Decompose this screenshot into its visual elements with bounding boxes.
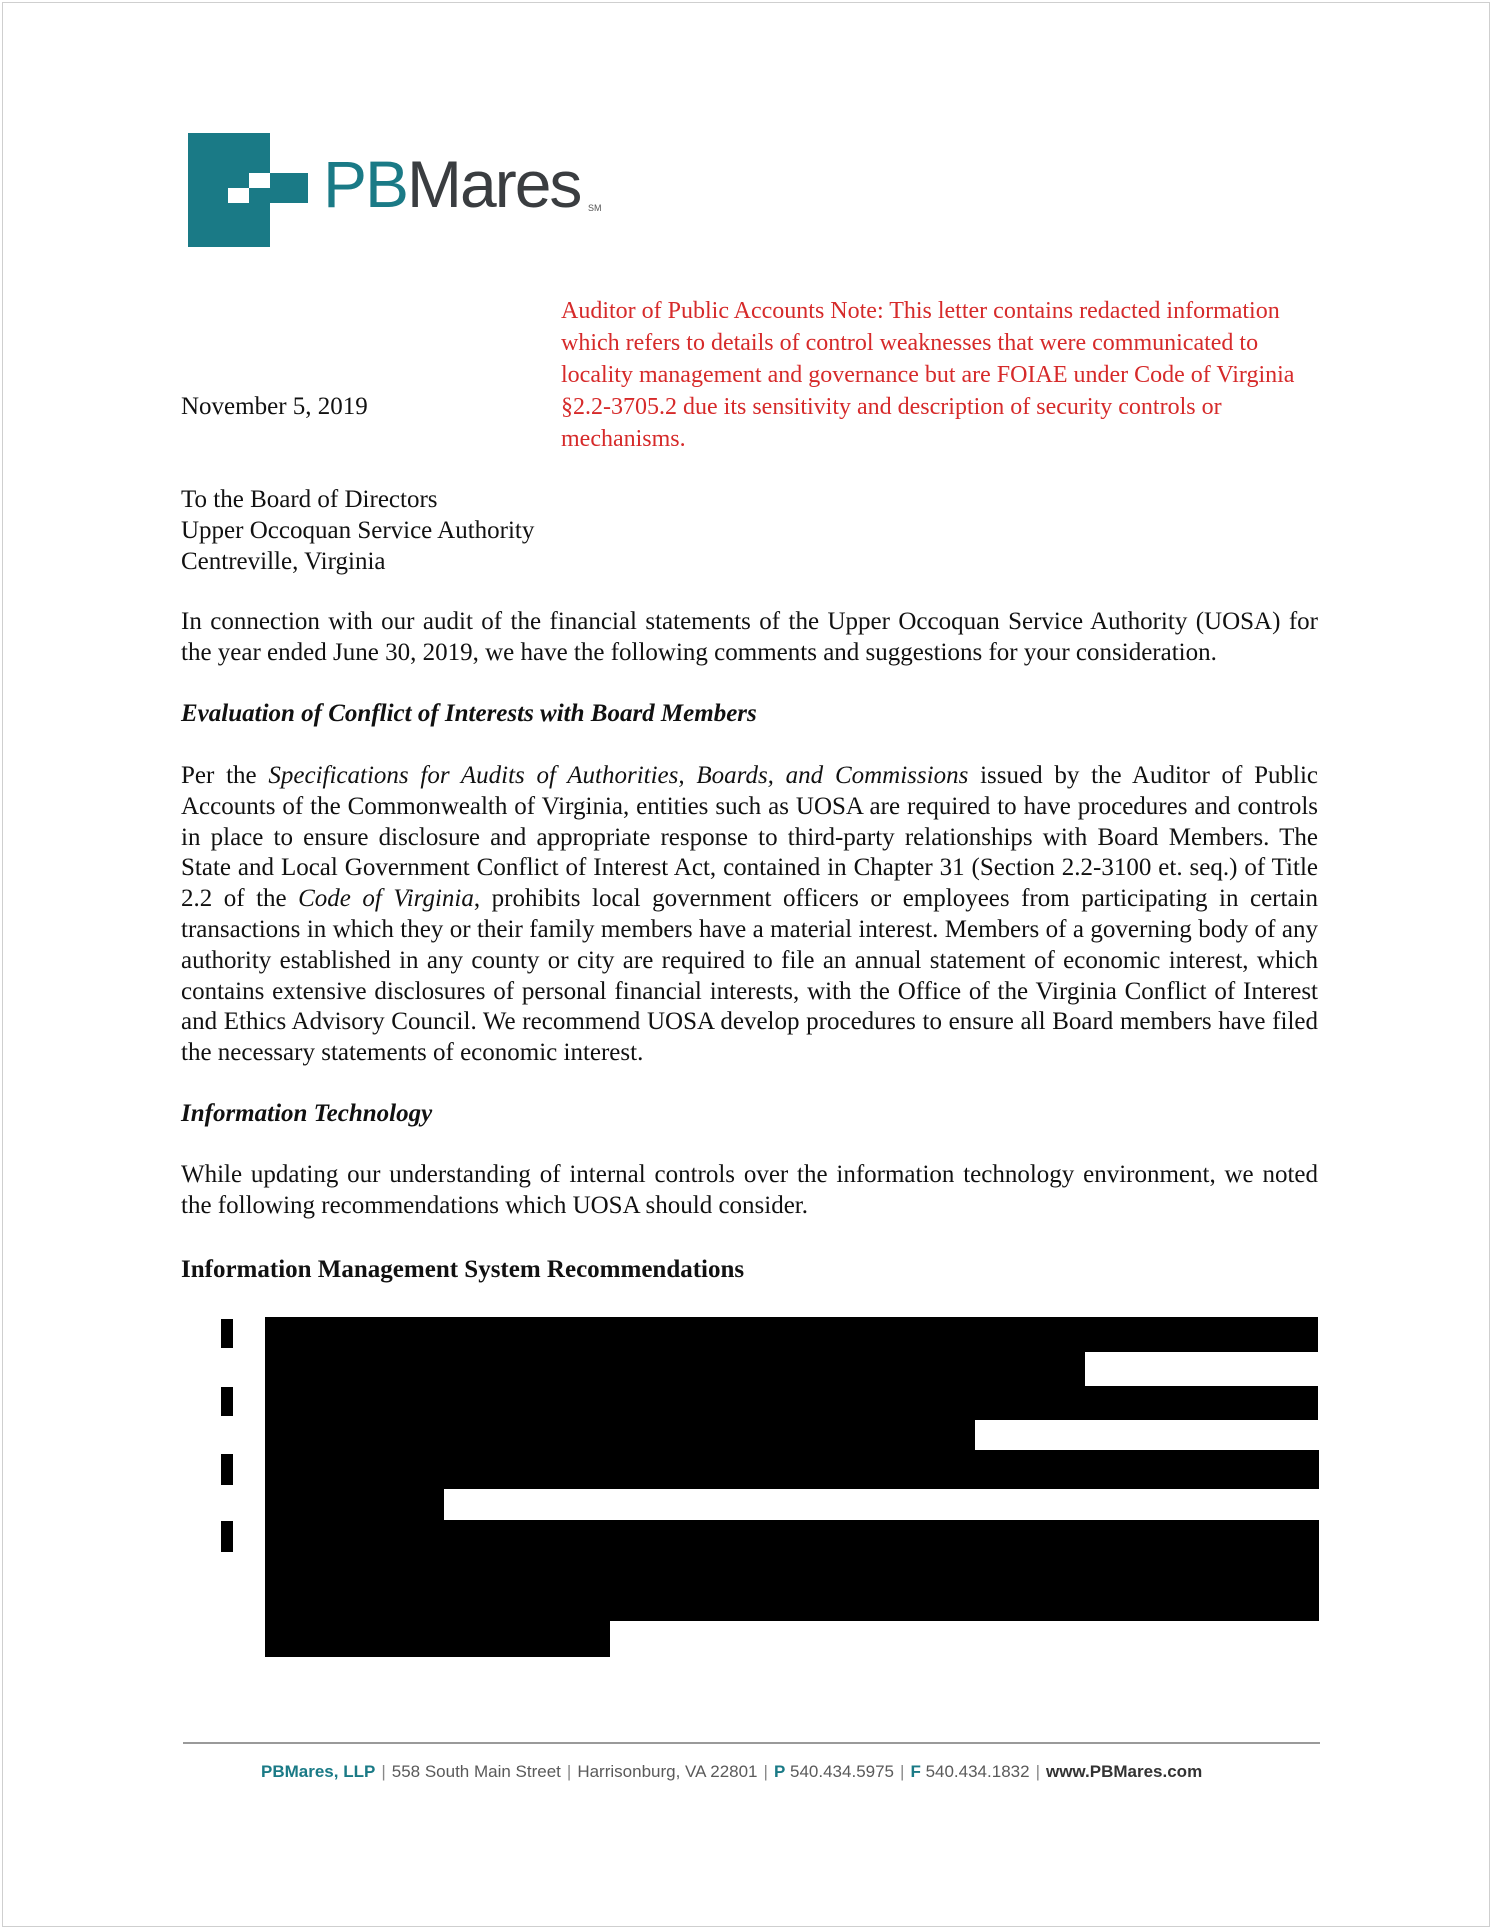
logo-trademark: SM xyxy=(588,203,602,213)
logo-mares: Mares xyxy=(407,147,581,221)
redaction-bar xyxy=(265,1352,1085,1386)
section-heading-ims: Information Management System Recommendations xyxy=(181,1256,745,1283)
section-heading-conflict: Evaluation of Conflict of Interests with Board Members xyxy=(181,700,757,727)
para-text: issued by the Auditor of Public Accounts of the Commonwealth of Virginia, entities such as UOSA are required to have procedures and controls in place to ensure disclosure and appropriate response to third-party relationships with Board Members. The State and Local Government Conflict of Interest Act, contained in Chapter 31 (Section 2.2-3100 et. seq.) of Title 2.2 of the xyxy=(181,762,1318,913)
footer-separator: | xyxy=(566,1762,572,1781)
footer-city: Harrisonburg, VA 22801 xyxy=(577,1762,758,1781)
letter-date: November 5, 2019 xyxy=(181,393,368,420)
footer-fax: 540.434.1832 xyxy=(925,1762,1030,1781)
footer-firm: PBMares, LLP xyxy=(261,1762,376,1781)
recipient-address xyxy=(181,484,534,577)
conflict-paragraph xyxy=(181,761,1318,1069)
para-text: , prohibits local government officers or employees from participating in certain transactions in which they or their family members have a material interest. Members of a governing body of any authority established in any county or city are required to file an annual statement of economic interest, which contains extensive disclosures of personal financial interests, with the Office of the Virginia Conflict of Interest and Ethics Advisory Council. We recommend UOSA develop procedures to ensure all Board members have filed the necessary statements of economic interest. xyxy=(181,885,1318,1067)
letterhead-footer xyxy=(261,1762,1261,1782)
address-line: Upper Occoquan Service Authority xyxy=(181,517,535,544)
redacted-bullet xyxy=(221,1387,233,1416)
redaction-bar xyxy=(265,1621,610,1657)
redacted-bullet xyxy=(221,1521,233,1552)
redaction-bar xyxy=(265,1317,1318,1352)
address-line: To the Board of Directors xyxy=(181,486,438,513)
pbmares-logo xyxy=(188,133,628,253)
footer-fax-label: F xyxy=(910,1762,921,1781)
para-text: Per the xyxy=(181,762,269,789)
apa-redaction-note: Auditor of Public Accounts Note: This letter contains redacted information which refers to details of control weaknesses that were communicated to locality management and governance but are FOIAE under Code of Virginia §2.2-3705.2 due its sensitivity and description of security controls or mechanisms. xyxy=(561,298,1295,452)
logo-mark-icon xyxy=(188,133,308,249)
code-of-virginia-title: Code of Virginia xyxy=(298,885,474,913)
logo-wordmark xyxy=(323,147,581,221)
address-line: Centreville, Virginia xyxy=(181,548,386,575)
footer-phone-label: P xyxy=(773,1762,786,1781)
redaction-bar xyxy=(265,1386,1318,1420)
redacted-bullet xyxy=(221,1454,233,1485)
footer-divider xyxy=(183,1742,1320,1744)
section-heading-it: Information Technology xyxy=(181,1100,433,1127)
footer-separator: | xyxy=(381,1762,386,1781)
footer-website[interactable]: www.PBMares.com xyxy=(1045,1762,1203,1781)
footer-separator: | xyxy=(1035,1762,1040,1781)
it-paragraph: While updating our understanding of internal controls over the information technology environment, we noted the following recommendations which UOSA should consider. xyxy=(181,1161,1318,1219)
specifications-title: Specifications for Audits of Authorities, Boards, and Commissions xyxy=(268,762,969,789)
footer-separator: | xyxy=(900,1762,905,1781)
redaction-bar xyxy=(265,1420,975,1450)
redaction-bar xyxy=(265,1489,444,1520)
redacted-bullet xyxy=(221,1319,233,1348)
footer-phone: 540.434.5975 xyxy=(790,1762,895,1781)
letter-page xyxy=(2,2,1490,1927)
redaction-bar xyxy=(265,1520,1319,1621)
footer-street: 558 South Main Street xyxy=(391,1762,561,1781)
footer-separator: | xyxy=(763,1762,768,1781)
logo-pb: PB xyxy=(323,147,408,221)
intro-paragraph: In connection with our audit of the financial statements of the Upper Occoquan Service Authority (UOSA) for the year ended June 30, 2019, we have the following comments and suggestions for your consideration. xyxy=(181,608,1318,666)
redaction-bar xyxy=(265,1450,1319,1489)
